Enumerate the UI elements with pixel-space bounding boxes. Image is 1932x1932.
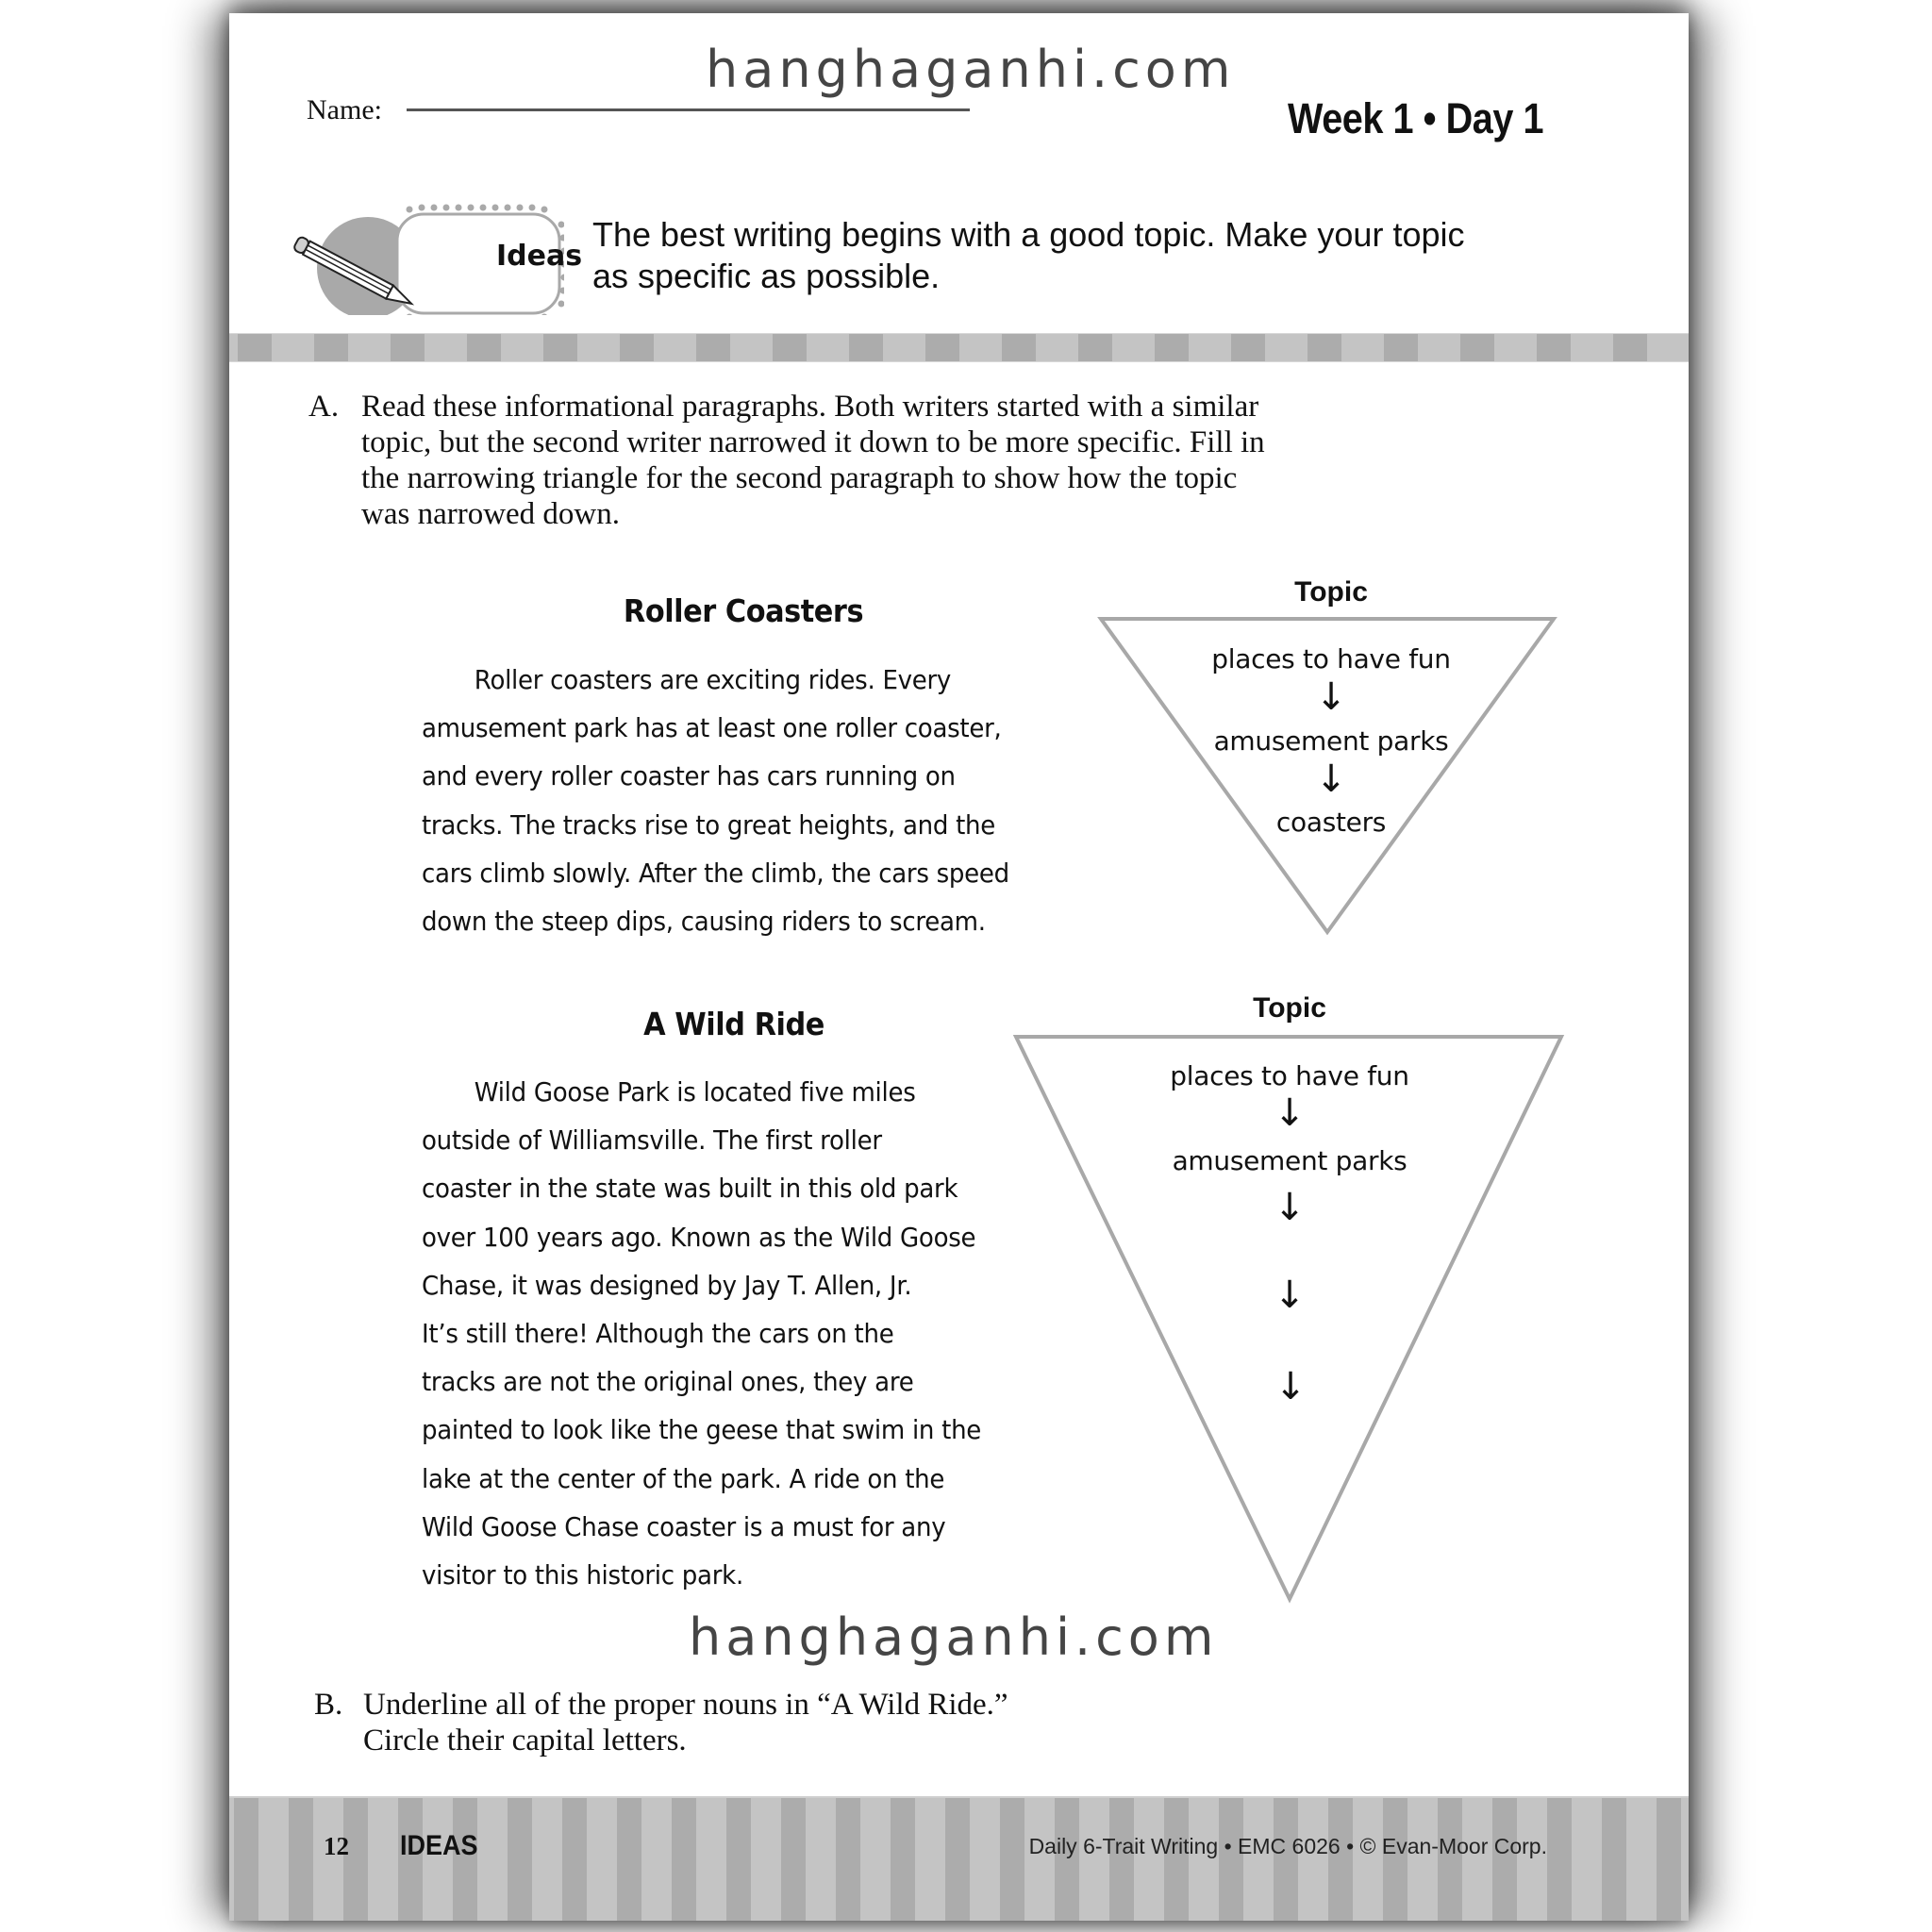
passage-line: and every roller coaster has cars running on: [422, 760, 956, 792]
passage-line: coaster in the state was built in this old park: [422, 1173, 958, 1205]
arrow-down-icon: ↓: [1274, 1091, 1306, 1135]
footer-band: [229, 1796, 1689, 1921]
topic-blank-field[interactable]: [1176, 1415, 1403, 1447]
header-stripe-divider: [229, 333, 1689, 362]
worksheet-page: [229, 13, 1689, 1919]
name-field[interactable]: [407, 108, 970, 111]
instruction-line: was narrowed down.: [361, 497, 621, 531]
passage-title: Roller Coasters: [623, 592, 864, 629]
ideas-badge: [291, 198, 583, 315]
instruction-line: the narrowing triangle for the second paragraph to show how the topic: [361, 461, 1238, 495]
passage-line: lake at the center of the park. A ride on the: [422, 1462, 945, 1494]
passage-line: It’s still there! Although the cars on the: [422, 1318, 894, 1350]
topic-item: amusement parks: [1213, 725, 1449, 757]
topic-blank-field[interactable]: [1148, 1230, 1431, 1262]
topic-item: places to have fun: [1211, 643, 1451, 675]
instruction-line: Read these informational paragraphs. Both writers started with a similar: [361, 390, 1259, 424]
footer-section-label: IDEAS: [400, 1830, 478, 1861]
passage-line: over 100 years ago. Known as the Wild Goose: [422, 1221, 976, 1253]
passage-line: Wild Goose Park is located five miles: [474, 1076, 916, 1108]
passage-line: Wild Goose Chase coaster is a must for any: [422, 1510, 946, 1542]
passage-line: painted to look like the geese that swim in the: [422, 1414, 982, 1446]
week-day-title: Week 1 • Day 1: [1287, 94, 1543, 142]
passage-line: Chase, it was designed by Jay T. Allen, Jr.: [422, 1269, 912, 1301]
tip-text: The best writing begins with a good topic. Make your topic as specific as possible.: [592, 215, 1465, 295]
topic-blank-field[interactable]: [1148, 1321, 1431, 1353]
passage-body: [422, 656, 1141, 945]
footer-credit: Daily 6-Trait Writing • EMC 6026 • © Evan-Moor Corp.: [1028, 1834, 1547, 1858]
arrow-down-icon: ↓: [1274, 1365, 1307, 1408]
name-label: Name:: [307, 94, 382, 125]
passage-line: cars climb slowly. After the climb, the cars speed: [422, 857, 1009, 889]
passage-line: tracks. The tracks rise to great heights, and the: [422, 808, 996, 841]
topic-item: places to have fun: [1170, 1060, 1409, 1091]
arrow-down-icon: ↓: [1315, 675, 1347, 719]
arrow-down-icon: ↓: [1274, 1274, 1306, 1317]
passage-line: visitor to this historic park.: [422, 1559, 743, 1591]
topic-item: coasters: [1275, 807, 1387, 838]
watermark-top: hanghaganhi.com: [706, 40, 1236, 99]
page-number: 12: [324, 1832, 349, 1860]
topic-item: amusement parks: [1172, 1145, 1407, 1176]
passage-line: down the steep dips, causing riders to scream.: [422, 906, 986, 938]
passage-title: A Wild Ride: [643, 1006, 824, 1042]
instruction-line: Circle their capital letters.: [363, 1724, 687, 1757]
watermark-bottom: hanghaganhi.com: [689, 1607, 1219, 1667]
arrow-down-icon: ↓: [1315, 758, 1347, 801]
instruction-letter: B.: [314, 1688, 343, 1722]
passage-line: amusement park has at least one roller coaster,: [422, 712, 1002, 744]
badge-label: Ideas: [496, 240, 583, 273]
passage-line: tracks are not the original ones, they are: [422, 1366, 914, 1398]
passage-line: outside of Williamsville. The first roller: [422, 1124, 882, 1157]
arrow-down-icon: ↓: [1274, 1186, 1306, 1229]
instruction-line: topic, but the second writer narrowed it down to be more specific. Fill in: [361, 425, 1265, 459]
instruction-line: Underline all of the proper nouns in “A Wild Ride.”: [363, 1688, 1008, 1722]
topic-label: Topic: [1253, 992, 1326, 1024]
passage-line: Roller coasters are exciting rides. Every: [474, 664, 952, 695]
instruction-letter: A.: [308, 390, 340, 424]
passage-body: [422, 1068, 1106, 1599]
topic-label: Topic: [1294, 576, 1368, 608]
